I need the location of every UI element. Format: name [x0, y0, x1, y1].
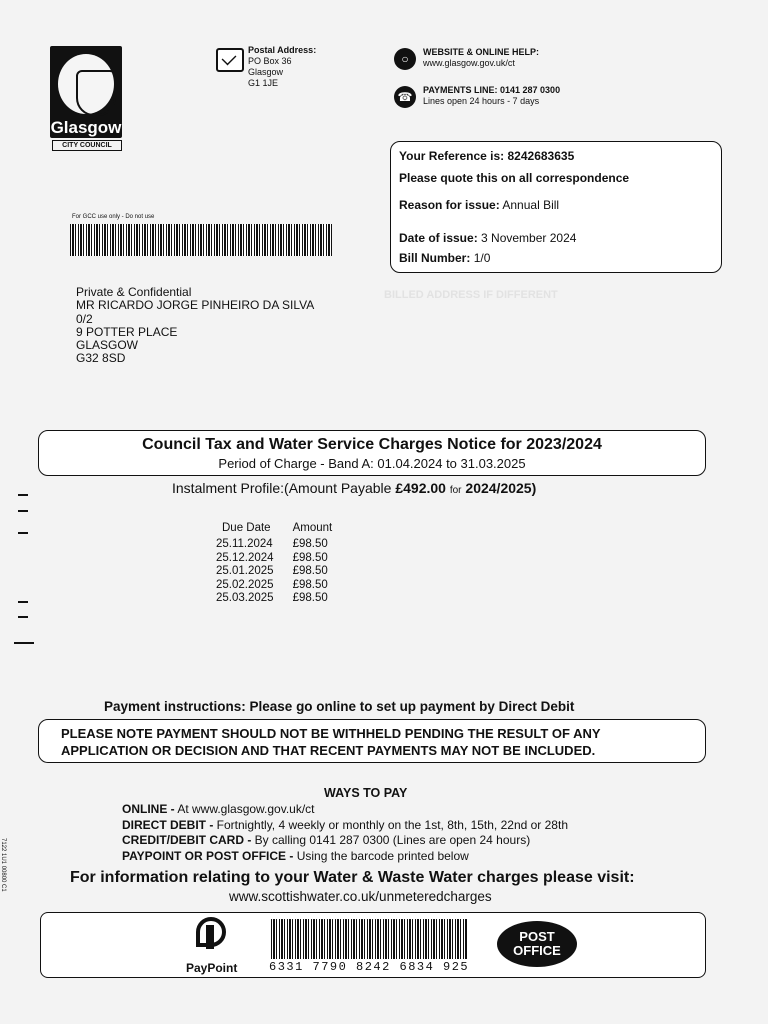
- list-item: CREDIT/DEBIT CARD - By calling 0141 287 0300 (Lines are open 24 hours): [122, 833, 531, 847]
- bill-number-value: 1/0: [473, 251, 491, 265]
- list-item: DIRECT DEBIT - Fortnightly, 4 weekly or monthly on the 1st, 8th, 15th, 22nd or 28th: [122, 817, 568, 832]
- instalment-profile: Instalment Profile:(Amount Payable £492.00 for 2024/2025): [172, 480, 537, 496]
- reference-label: Your Reference is:: [399, 149, 505, 163]
- council-subname: CITY COUNCIL: [52, 140, 122, 151]
- barcode-number: 6331 7790 8242 6834 925: [269, 960, 470, 974]
- table-row: 25.02.2025 £98.50: [216, 578, 328, 591]
- paypoint-label: PayPoint: [186, 961, 238, 975]
- payment-slip: [40, 912, 706, 978]
- gcc-note: For GCC use only - Do not use: [72, 214, 155, 220]
- council-name: Glasgow: [50, 118, 122, 137]
- website-url[interactable]: www.glasgow.gov.uk/ct: [423, 58, 515, 68]
- post-office-logo: POST OFFICE: [497, 921, 577, 967]
- website-block: WEBSITE & ONLINE HELP: www.glasgow.gov.uk/ct: [423, 47, 540, 68]
- table-row: 25.11.2024 £98.50: [216, 538, 328, 550]
- water-url[interactable]: www.scottishwater.co.uk/unmeteredcharges: [229, 889, 492, 904]
- margin-tick: [18, 510, 28, 512]
- margin-tick: [18, 616, 28, 618]
- table-row: 25.12.2024 £98.50: [216, 551, 328, 564]
- quote-note: Please quote this on all correspondence: [399, 171, 630, 185]
- payments-line-block: PAYMENTS LINE: 0141 287 0300 Lines open 24 hours - 7 days: [423, 85, 561, 106]
- table-row: 25.03.2025 £98.50: [216, 592, 328, 604]
- amount-header: Amount: [292, 522, 333, 535]
- postal-address-block: Postal Address: PO Box 36 Glasgow G1 1JE: [248, 45, 317, 88]
- margin-tick: [18, 494, 28, 496]
- list-item: ONLINE - At www.glasgow.gov.uk/ct: [122, 802, 315, 816]
- due-date-header: Due Date: [222, 522, 271, 535]
- margin-tick: [18, 601, 28, 603]
- warning-box: [38, 719, 706, 763]
- reference-number: 8242683635: [507, 149, 575, 163]
- recipient-address: Private & Confidential MR RICARDO JORGE PINHEIRO DA SILVA 0/2 9 POTTER PLACE GLASGOW G32 8SD: [76, 285, 315, 366]
- instalments-table: [216, 520, 340, 606]
- globe-icon: ○: [394, 48, 416, 70]
- reference-box: [390, 141, 722, 273]
- side-code: 7122 1U1 00800 C1: [0, 838, 6, 892]
- phone-icon: ☎: [394, 86, 416, 108]
- reason-value: Annual Bill: [502, 198, 560, 212]
- date-label: Date of issue:: [399, 231, 478, 245]
- reason-label: Reason for issue:: [399, 198, 500, 212]
- glasgow-crest-logo: [50, 46, 122, 158]
- ways-to-pay-list: [122, 802, 568, 864]
- payment-instructions: Payment instructions: Please go online to set up payment by Direct Debit: [104, 699, 575, 714]
- period-of-charge: Period of Charge - Band A: 01.04.2024 to 31.03.2025: [218, 456, 526, 471]
- mailing-barcode: [70, 224, 332, 256]
- ways-to-pay-title: WAYS TO PAY: [324, 786, 408, 800]
- table-header-row: [216, 520, 340, 538]
- margin-tick: [14, 642, 34, 644]
- date-value: 3 November 2024: [481, 231, 577, 245]
- notice-title-box: [38, 430, 706, 476]
- bill-number-label: Bill Number:: [399, 251, 471, 265]
- billed-address-watermark: BILLED ADDRESS IF DIFFERENT: [384, 289, 558, 301]
- warning-text: PLEASE NOTE PAYMENT SHOULD NOT BE WITHHELD PENDING THE RESULT OF ANY APPLICATION OR DECISION AND THAT RECENT PAYMENTS MAY NOT BE INCLUDED.: [61, 726, 601, 758]
- notice-title: Council Tax and Water Service Charges Notice for 2023/2024: [142, 436, 602, 453]
- envelope-icon: [216, 48, 244, 72]
- water-heading: For information relating to your Water & Waste Water charges please visit:: [70, 869, 635, 886]
- payment-barcode: [271, 919, 467, 959]
- paypoint-logo-icon: [196, 917, 230, 951]
- margin-tick: [18, 532, 28, 534]
- list-item: PAYPOINT OR POST OFFICE - Using the barcode printed below: [122, 848, 469, 863]
- table-row: 25.01.2025 £98.50: [216, 565, 328, 577]
